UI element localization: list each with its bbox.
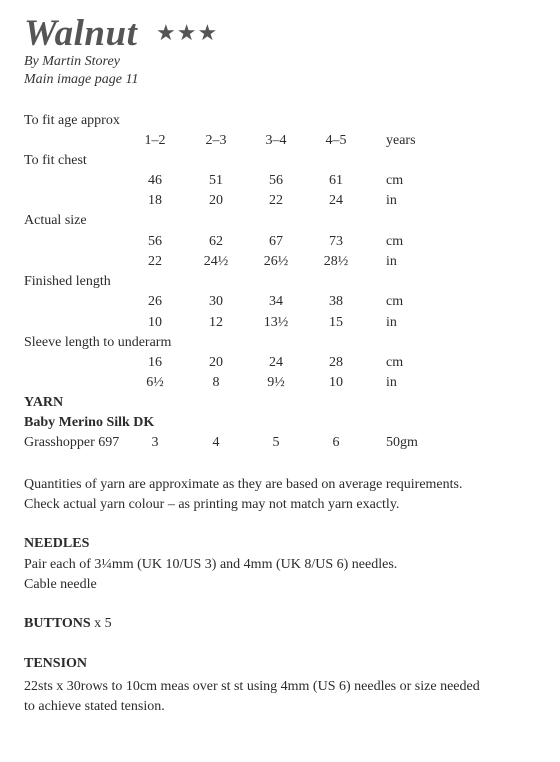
- yarn-shade: Grasshopper 697: [24, 435, 120, 450]
- sleeve-length-label: Sleeve length to underarm: [24, 335, 172, 350]
- in-unit: in: [386, 193, 397, 208]
- yarn-quantity-cell: 3: [151, 435, 159, 450]
- yarn-note: Check actual yarn colour – as printing may not match yarn exactly.: [24, 497, 400, 512]
- yarn-quantity-cell: 4: [212, 435, 220, 450]
- sleeve-cm-cell: 16: [148, 355, 162, 370]
- main-image-reference: Main image page 11: [24, 72, 139, 87]
- yarn-name: Baby Merino Silk DK: [24, 415, 155, 430]
- sleeve-cm-cell: 28: [329, 355, 343, 370]
- actual-cm-cell: 67: [269, 234, 283, 249]
- chest-cm-cell: 61: [329, 173, 343, 188]
- chest-cm-cell: 46: [148, 173, 162, 188]
- actual-size-label: Actual size: [24, 213, 87, 228]
- chest-cm-cell: 51: [209, 173, 223, 188]
- age-label: To fit age approx: [24, 113, 120, 128]
- actual-in-cell: 24½: [203, 254, 229, 269]
- age-unit: years: [386, 133, 416, 148]
- needles-line: Cable needle: [24, 577, 97, 592]
- length-in-cell: 10: [148, 315, 162, 330]
- sleeve-cm-cell: 20: [209, 355, 223, 370]
- difficulty-stars: ★★★: [156, 20, 219, 45]
- chest-cm-cell: 56: [269, 173, 283, 188]
- yarn-heading: YARN: [24, 395, 64, 410]
- length-cm-cell: 26: [148, 294, 162, 309]
- tension-line: 22sts x 30rows to 10cm meas over st st using 4mm (US 6) needles or size needed: [24, 679, 480, 694]
- designer-byline: By Martin Storey: [24, 54, 120, 69]
- chest-label: To fit chest: [24, 153, 87, 168]
- yarn-quantity-cell: 6: [332, 435, 340, 450]
- yarn-quantity-cell: 5: [272, 435, 280, 450]
- length-in-cell: 12: [209, 315, 223, 330]
- age-cell: 1–2: [144, 133, 166, 148]
- chest-in-cell: 22: [269, 193, 283, 208]
- buttons-heading: BUTTONS: [24, 616, 91, 631]
- yarn-unit: 50gm: [386, 435, 418, 450]
- chest-in-cell: 18: [148, 193, 162, 208]
- sleeve-in-cell: 6½: [146, 375, 164, 390]
- cm-unit: cm: [386, 234, 404, 249]
- chest-in-cell: 24: [329, 193, 343, 208]
- finished-length-label: Finished length: [24, 274, 111, 289]
- age-cell: 3–4: [265, 133, 287, 148]
- sleeve-cm-cell: 24: [269, 355, 283, 370]
- tension-heading: TENSION: [24, 656, 88, 671]
- in-unit: in: [386, 375, 397, 390]
- length-cm-cell: 30: [209, 294, 223, 309]
- actual-in-cell: 28½: [323, 254, 349, 269]
- actual-in-cell: 22: [148, 254, 162, 269]
- actual-in-cell: 26½: [263, 254, 289, 269]
- sleeve-in-cell: 8: [212, 375, 220, 390]
- age-cell: 4–5: [325, 133, 347, 148]
- length-cm-cell: 38: [329, 294, 343, 309]
- actual-cm-cell: 56: [148, 234, 162, 249]
- chest-in-cell: 20: [209, 193, 223, 208]
- length-cm-cell: 34: [269, 294, 283, 309]
- sleeve-in-cell: 9½: [267, 375, 285, 390]
- in-unit: in: [386, 315, 397, 330]
- age-cell: 2–3: [205, 133, 227, 148]
- tension-line: to achieve stated tension.: [24, 699, 165, 714]
- actual-cm-cell: 73: [329, 234, 343, 249]
- needles-line: Pair each of 3¼mm (UK 10/US 3) and 4mm (UK 8/US 6) needles.: [24, 557, 398, 572]
- buttons-count: x 5: [94, 616, 112, 631]
- cm-unit: cm: [386, 173, 404, 188]
- length-in-cell: 13½: [263, 315, 289, 330]
- actual-cm-cell: 62: [209, 234, 223, 249]
- needles-heading: NEEDLES: [24, 536, 90, 551]
- cm-unit: cm: [386, 355, 404, 370]
- yarn-note: Quantities of yarn are approximate as they are based on average requirements.: [24, 477, 463, 492]
- sleeve-in-cell: 10: [329, 375, 343, 390]
- pattern-title: Walnut: [24, 13, 138, 54]
- length-in-cell: 15: [329, 315, 343, 330]
- in-unit: in: [386, 254, 397, 269]
- cm-unit: cm: [386, 294, 404, 309]
